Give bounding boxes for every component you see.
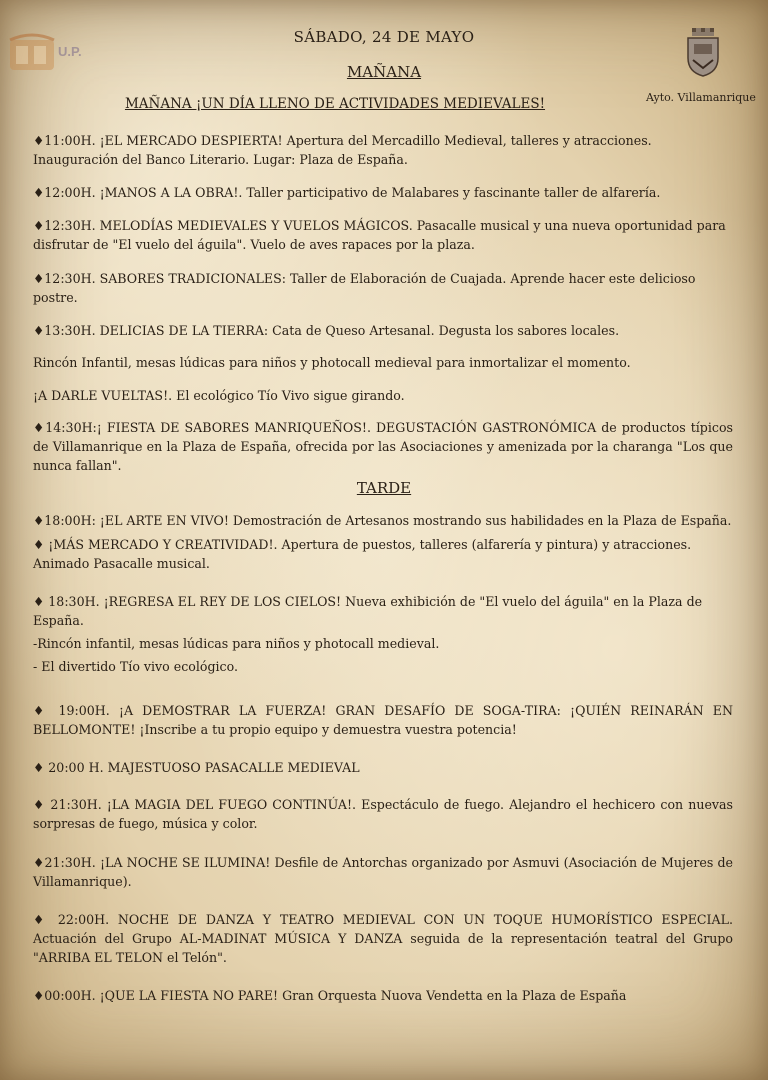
event-item: ♦18:00H: ¡EL ARTE EN VIVO! Demostración de Artesanos mostrando sus habilidades en la Plaza de España. xyxy=(33,513,732,528)
event-item: ♦ 22:00H. NOCHE DE DANZA Y TEATRO MEDIEVAL CON UN TOQUE HUMORÍSTICO ESPECIAL. Actuación del Grupo AL-MADINAT MÚSICA Y DANZA seguida de la representación teatral del Grupo "ARRIBA EL TELON el Telón". xyxy=(33,912,733,965)
event-item: ♦12:30H. SABORES TRADICIONALES: Taller de Elaboración de Cuajada. Aprende hacer este delicioso postre. xyxy=(33,271,696,305)
event-item: ♦ ¡MÁS MERCADO Y CREATIVIDAD!. Apertura de puestos, talleres (alfarería y pintura) y atracciones. Animado Pasacalle musical. xyxy=(33,537,692,571)
event-item: ♦ 18:30H. ¡REGRESA EL REY DE LOS CIELOS! Nueva exhibición de "El vuelo del águila" en la Plaza de España. xyxy=(33,594,703,628)
section-morning-heading: MAÑANA xyxy=(346,63,422,81)
event-item: ♦ 21:30H. ¡LA MAGIA DEL FUEGO CONTINÚA!. Espectáculo de fuego. Alejandro el hechicero con nuevas sorpresas de fuego, música y color. xyxy=(33,797,733,831)
event-item: ¡A DARLE VUELTAS!. El ecológico Tío Vivo sigue girando. xyxy=(33,388,405,403)
event-item: ♦13:30H. DELICIAS DE LA TIERRA: Cata de Queso Artesanal. Degusta los sabores locales. xyxy=(33,323,620,338)
morning-subtitle: MAÑANA ¡UN DÍA LLENO DE ACTIVIDADES MEDIEVALES! xyxy=(124,96,546,112)
event-item: ♦12:30H. MELODÍAS MEDIEVALES Y VUELOS MÁGICOS. Pasacalle musical y una nueva oportunidad para disfrutar de "El vuelo del águila". Vuelo de aves rapaces por la plaza. xyxy=(33,218,726,252)
event-item: ♦12:00H. ¡MANOS A LA OBRA!. Taller participativo de Malabares y fascinante taller de alfarería. xyxy=(33,185,661,200)
event-item: ♦ 20:00 H. MAJESTUOSO PASACALLE MEDIEVAL xyxy=(33,760,360,775)
event-item: ♦00:00H. ¡QUE LA FIESTA NO PARE! Gran Orquesta Nuova Vendetta en la Plaza de España xyxy=(33,988,627,1003)
event-item: Rincón Infantil, mesas lúdicas para niños y photocall medieval para inmortalizar el momento. xyxy=(33,355,631,370)
section-afternoon-heading: TARDE xyxy=(356,479,412,497)
event-date: SÁBADO, 24 DE MAYO xyxy=(293,28,475,46)
event-item: - El divertido Tío vivo ecológico. xyxy=(33,659,238,674)
event-item: ♦14:30H:¡ FIESTA DE SABORES MANRIQUEÑOS!. DEGUSTACIÓN GASTRONÓMICA de productos típicos de Villamanrique en la Plaza de España, ofrecida por las Asociaciones y amenizada por la charanga "Los que nunca fallan". xyxy=(33,420,733,473)
event-item: -Rincón infantil, mesas lúdicas para niños y photocall medieval. xyxy=(33,636,440,651)
event-item: ♦21:30H. ¡LA NOCHE SE ILUMINA! Desfile de Antorchas organizado por Asmuvi (Asociación de Mujeres de Villamanrique). xyxy=(33,855,733,889)
event-item: ♦11:00H. ¡EL MERCADO DESPIERTA! Apertura del Mercadillo Medieval, talleres y atracciones. Inauguración del Banco Literario. Lugar: Plaza de España. xyxy=(33,133,652,167)
event-item: ♦ 19:00H. ¡A DEMOSTRAR LA FUERZA! GRAN DESAFÍO DE SOGA-TIRA: ¡QUIÉN REINARÁN EN BELLOMONTE! ¡Inscribe a tu propio equipo y demuestra vuestra potencia! xyxy=(33,703,733,737)
svg-text:U.P.: U.P. xyxy=(58,44,82,59)
municipality-label: Ayto. Villamanrique xyxy=(646,91,756,104)
